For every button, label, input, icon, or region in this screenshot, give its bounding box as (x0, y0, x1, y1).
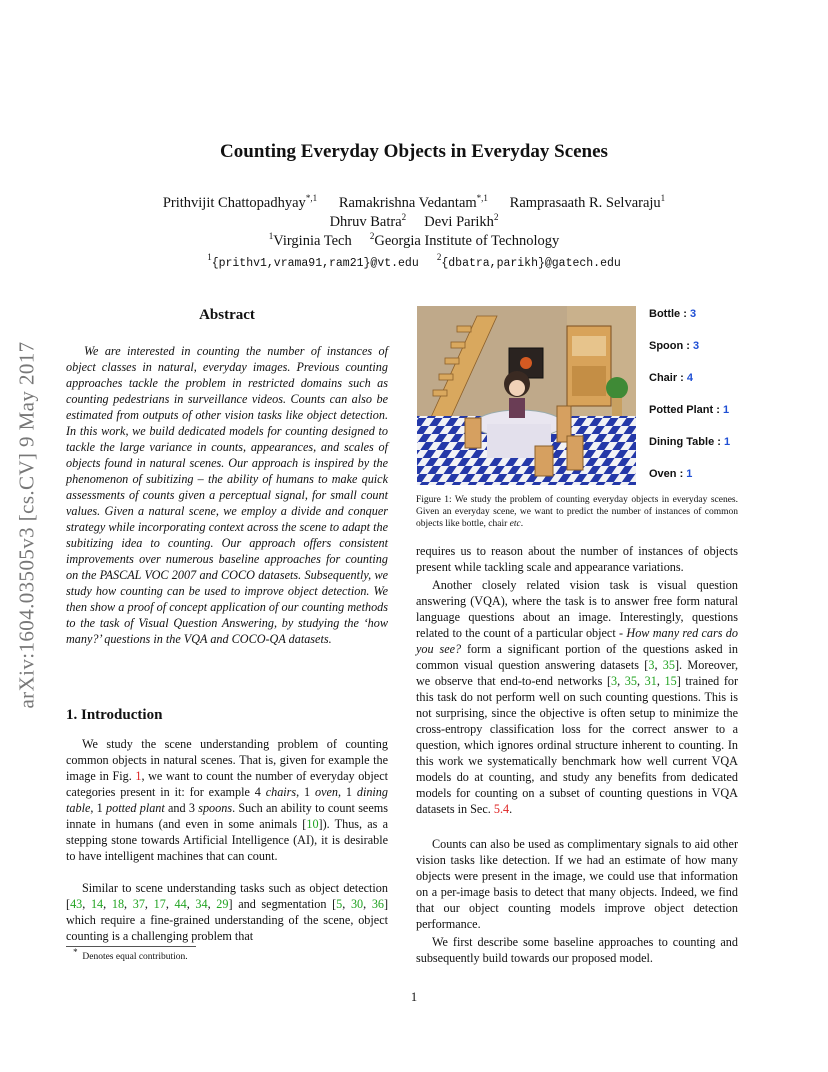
count-label-spoon: Spoon : 3 (649, 340, 700, 352)
footnote: * Denotes equal contribution. (73, 947, 188, 963)
figure-1-caption: Figure 1: We study the problem of counting everyday objects in everyday scenes. Given an everyday scene, we want to predict the number of instances of common objects like bottle, chair etc. (416, 495, 738, 529)
figure-ref-link[interactable]: 1 (135, 769, 142, 783)
citation-link[interactable]: 30 (350, 897, 364, 911)
citation-link[interactable]: 18 (111, 897, 125, 911)
citation-link[interactable]: 34 (195, 897, 208, 911)
citation-link[interactable]: 5 (336, 897, 343, 911)
citation-link[interactable]: 10 (306, 817, 319, 831)
intro-paragraph-1: We study the scene understanding problem of counting common objects in natural scenes. That is, given for example the image in Fig. 1, we want to count the number of everyday object categories present in it: for example 4 chairs, 1 oven, 1 dining table, 1 potted plant and 3 spoons. Such an ability to count seems innate in humans (and even in some animals [10]). Thus, as a stepping stone towards Artificial Intelligence (AI), it is desirable to have intelligent machines that can count. (66, 737, 388, 863)
citation-link[interactable]: 35 (624, 674, 637, 688)
citation-link[interactable]: 17 (153, 897, 166, 911)
citation-link[interactable]: 15 (664, 674, 677, 688)
emails: $^1${prithv1,vrama91,ram21}@vt.edu $^2${dbatra,parikh}@gatech.edu (207, 252, 621, 270)
affiliations: $^1$Virginia Tech $^2$Georgia Institute of Technology (268, 231, 560, 249)
author: Prithvijit Chattopadhyay$^{*,1}$ (162, 193, 318, 211)
author: Dhruv Batra$^2$ (329, 212, 407, 230)
count-label-bottle: Bottle : 3 (649, 308, 697, 320)
author: Devi Parikh$^2$ (424, 212, 499, 230)
figure-1-count-labels (649, 308, 749, 500)
right-paragraph-1: requires us to reason about the number of instances of objects present while tackling scale and appearance variations. (416, 544, 738, 574)
email-vt: {prithv1,vrama91,ram21}@vt.edu (211, 257, 419, 270)
author-line-2 (0, 214, 828, 231)
count-label-chair: Chair : 4 (649, 372, 694, 384)
citation-link[interactable]: 3 (611, 674, 618, 688)
dollhouse-scene-illustration (417, 306, 636, 485)
citation-link[interactable]: 29 (216, 897, 229, 911)
count-label-dining-table: Dining Table : 1 (649, 436, 731, 448)
citation-link[interactable]: 37 (132, 897, 145, 911)
arxiv-sidebar (2, 280, 52, 770)
section-ref-link[interactable]: 5.4 (493, 802, 510, 816)
author: Ramakrishna Vedantam$^{*,1}$ (338, 193, 488, 211)
author-line-1 (0, 195, 828, 212)
abstract-text: We are interested in counting the number of instances of object classes in natural, everyday images. Previous counting approaches tackle the problem in restricted domains such as counting pedestrians in surveillance videos. Counts can also be estimated from outputs of other vision tasks like object detection. In this work, we build dedicated models for counting designed to tackle the large variance in counts, appearances, and scales of objects found in natural scenes. Our approach is inspired by the phenomenon of subitizing – the ability of humans to make quick assessments of counts given a perceptual signal, for small count values. Given a natural scene, we employ a divide and conquer strategy while incorporating context across the scene to adapt the subitizing idea to counting. Our approach offers consistent improvements over numerous baseline approaches for counting on the PASCAL VOC 2007 and COCO datasets. Subsequently, we study how counting can be used to improve object detection. We then show a proof of concept application of our counting methods to the task of Visual Question Answering, by studying the ‘how many?’ questions in the VQA and COCO-QA datasets. (66, 344, 388, 646)
footnote-rule (66, 946, 196, 947)
arxiv-id: arXiv:1604.03505v3 [cs.CV] 9 May 2017 (14, 341, 39, 709)
author: Ramprasaath R. Selvaraju$^1$ (509, 193, 666, 211)
citation-link[interactable]: 43 (70, 897, 83, 911)
figure-1-image (417, 306, 636, 485)
citation-link[interactable]: 14 (90, 897, 104, 911)
citation-link[interactable]: 3 (648, 658, 655, 672)
email-gatech: {dbatra,parikh}@gatech.edu (441, 257, 621, 270)
section-heading-introduction: 1. Introduction (66, 707, 163, 723)
paper-title: Counting Everyday Objects in Everyday Scenes (220, 141, 608, 162)
abstract-heading: Abstract (199, 307, 255, 323)
citation-link[interactable]: 44 (174, 897, 187, 911)
page-number: 1 (410, 990, 418, 1004)
citation-link[interactable]: 36 (371, 897, 385, 911)
count-label-potted-plant: Potted Plant : 1 (649, 404, 730, 416)
right-paragraph-4: We first describe some baseline approaches to counting and subsequently build towards our proposed model. (416, 935, 738, 965)
right-paragraph-2: Another closely related vision task is visual question answering (VQA), where the task is to answer free form natural language questions about an image. Interestingly, questions related to the count of a particular object - How many red cars do you see? form a significant portion of the questions asked in common visual question answering datasets [3, 35]. Moreover, we observe that end-to-end networks [3, 35, 31, 15] trained for this task do not perform well on such counting questions. This is not surprising, since the objective is often setup to minimize the cross-entropy classification loss for the correct answer to a question, which ignores ordinal structure inherent to counting. In this work we systematically benchmark how well current VQA models do at counting, and study any benefits from dedicated models for counting on a subset of counting questions in VQA datasets in Sec. 5.4. (416, 578, 739, 816)
intro-paragraph-2: Similar to scene understanding tasks such as object detection [43, 14, 18, 37, 17, 44, 34, 29] and segmentation [5, 30, 36] which require a fine-grained understanding of the scene, object counting is a challenging problem that (66, 881, 389, 943)
right-paragraph-3: Counts can also be used as complimentary signals to aid other vision tasks like detection. If we had an estimate of how many objects were present in the image, we could use that information on a per-image basis to detect that many objects. Indeed, we find that our object counting models improve object detection performance. (416, 837, 738, 931)
citation-link[interactable]: 31 (644, 674, 657, 688)
count-label-oven: Oven : 1 (649, 468, 693, 480)
citation-link[interactable]: 35 (662, 658, 675, 672)
